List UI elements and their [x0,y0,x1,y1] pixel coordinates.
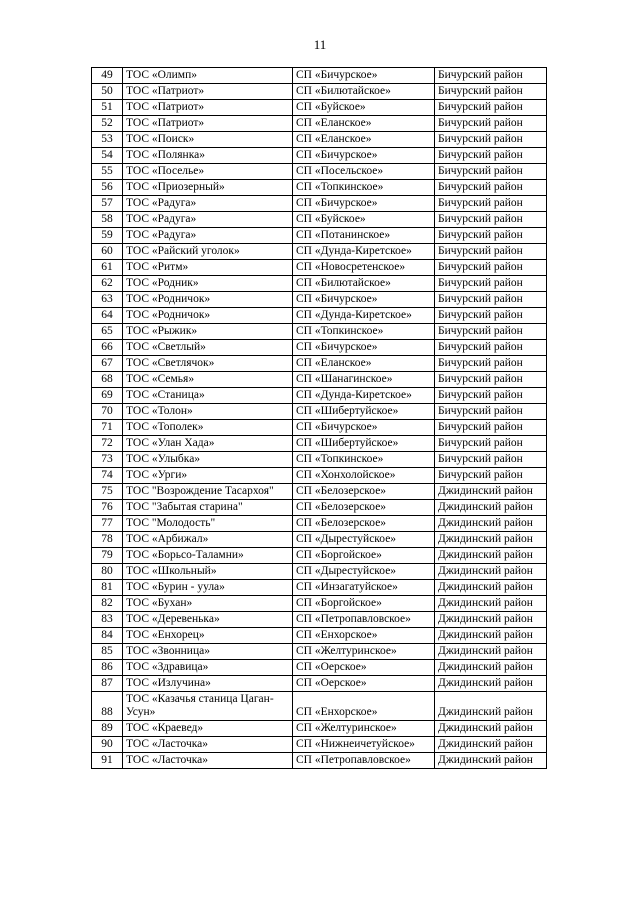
row-number: 89 [92,721,123,737]
tos-name: ТОС «Ритм» [123,260,293,276]
settlement-name: СП «Нижнеичетуйское» [293,737,435,753]
table-row [92,164,547,180]
district-name: Джидинский район [435,660,547,676]
table-row [92,420,547,436]
district-name: Бичурский район [435,468,547,484]
row-number: 78 [92,532,123,548]
row-number: 52 [92,116,123,132]
table-row [92,84,547,100]
row-number: 88 [92,692,123,721]
district-name: Джидинский район [435,676,547,692]
row-number: 58 [92,212,123,228]
settlement-name: СП «Оерское» [293,660,435,676]
district-name: Джидинский район [435,484,547,500]
settlement-name: СП «Дунда-Киретское» [293,388,435,404]
settlement-name: СП «Буйское» [293,100,435,116]
district-name: Бичурский район [435,100,547,116]
tos-name: ТОС «Радуга» [123,228,293,244]
row-number: 62 [92,276,123,292]
table-row [92,372,547,388]
district-name: Джидинский район [435,580,547,596]
table-row [92,260,547,276]
settlement-name: СП «Инзагатуйское» [293,580,435,596]
tos-name: ТОС «Патриот» [123,100,293,116]
tos-name: ТОС «Бурин - уула» [123,580,293,596]
district-name: Бичурский район [435,164,547,180]
district-name: Джидинский район [435,612,547,628]
district-name: Джидинский район [435,532,547,548]
settlement-name: СП «Потанинское» [293,228,435,244]
row-number: 83 [92,612,123,628]
tos-name: ТОС «Светлячок» [123,356,293,372]
district-name: Бичурский район [435,292,547,308]
district-name: Джидинский район [435,753,547,769]
table-row [92,532,547,548]
district-name: Бичурский район [435,436,547,452]
table-row [92,68,547,84]
district-name: Джидинский район [435,737,547,753]
district-name: Бичурский район [435,372,547,388]
table-row [92,753,547,769]
row-number: 72 [92,436,123,452]
row-number: 73 [92,452,123,468]
district-name: Бичурский район [435,420,547,436]
settlement-name: СП «Петропавловское» [293,612,435,628]
district-name: Бичурский район [435,68,547,84]
table-row [92,721,547,737]
settlement-name: СП «Буйское» [293,212,435,228]
district-name: Бичурский район [435,388,547,404]
settlement-name: СП «Шибертуйское» [293,404,435,420]
table-row [92,404,547,420]
tos-name: ТОС «Полянка» [123,148,293,164]
table-row [92,308,547,324]
district-name: Бичурский район [435,452,547,468]
tos-name: ТОС «Тополек» [123,420,293,436]
tos-name: ТОС «Райский уголок» [123,244,293,260]
district-name: Бичурский район [435,116,547,132]
row-number: 50 [92,84,123,100]
settlement-name: СП «Бичурское» [293,148,435,164]
district-name: Джидинский район [435,692,547,721]
district-name: Джидинский район [435,721,547,737]
row-number: 90 [92,737,123,753]
table-row [92,292,547,308]
settlement-name: СП «Билютайское» [293,276,435,292]
row-number: 64 [92,308,123,324]
district-name: Бичурский район [435,340,547,356]
table-row [92,644,547,660]
tos-name: ТОС «Поселье» [123,164,293,180]
district-name: Бичурский район [435,308,547,324]
row-number: 86 [92,660,123,676]
settlement-name: СП «Енхорское» [293,692,435,721]
table-row [92,468,547,484]
table-row [92,228,547,244]
settlement-name: СП «Оерское» [293,676,435,692]
settlement-name: СП «Белозерское» [293,500,435,516]
row-number: 53 [92,132,123,148]
table-row [92,500,547,516]
row-number: 59 [92,228,123,244]
row-number: 91 [92,753,123,769]
settlement-name: СП «Дырестуйское» [293,564,435,580]
table-row [92,548,547,564]
settlement-name: СП «Бичурское» [293,420,435,436]
tos-name: ТОС «Урги» [123,468,293,484]
table-row [92,580,547,596]
row-number: 49 [92,68,123,84]
tos-name: ТОС «Семья» [123,372,293,388]
settlement-name: СП «Топкинское» [293,180,435,196]
tos-name: ТОС «Улыбка» [123,452,293,468]
table-row [92,244,547,260]
settlement-name: СП «Желтуринское» [293,721,435,737]
settlement-name: СП «Дырестуйское» [293,532,435,548]
district-name: Джидинский район [435,644,547,660]
row-number: 71 [92,420,123,436]
settlement-name: СП «Желтуринское» [293,644,435,660]
settlement-name: СП «Бичурское» [293,196,435,212]
table-row [92,148,547,164]
tos-name: ТОС «Деревенька» [123,612,293,628]
row-number: 77 [92,516,123,532]
district-name: Бичурский район [435,244,547,260]
tos-name: ТОС «Приозерный» [123,180,293,196]
tos-name: ТОС «Улан Хада» [123,436,293,452]
settlement-name: СП «Еланское» [293,356,435,372]
settlement-name: СП «Петропавловское» [293,753,435,769]
district-name: Бичурский район [435,132,547,148]
tos-name: ТОС «Патриот» [123,84,293,100]
tos-name: ТОС «Ласточка» [123,753,293,769]
table-row [92,132,547,148]
row-number: 68 [92,372,123,388]
district-name: Бичурский район [435,324,547,340]
table-row [92,564,547,580]
table-row [92,324,547,340]
settlement-name: СП «Еланское» [293,116,435,132]
district-name: Бичурский район [435,180,547,196]
tos-name: ТОС «Родничок» [123,308,293,324]
tos-name: ТОС «Излучина» [123,676,293,692]
district-name: Бичурский район [435,84,547,100]
settlement-name: СП «Топкинское» [293,452,435,468]
row-number: 87 [92,676,123,692]
district-name: Джидинский район [435,548,547,564]
table-row [92,596,547,612]
settlement-name: СП «Дунда-Киретское» [293,244,435,260]
tos-name: ТОС «Поиск» [123,132,293,148]
row-number: 54 [92,148,123,164]
table-row [92,180,547,196]
tos-name: ТОС «Казачья станица Цаган-Усун» [123,692,293,721]
row-number: 60 [92,244,123,260]
tos-name: ТОС «Звонница» [123,644,293,660]
settlement-name: СП «Белозерское» [293,516,435,532]
row-number: 74 [92,468,123,484]
district-name: Джидинский район [435,628,547,644]
settlement-name: СП «Билютайское» [293,84,435,100]
row-number: 80 [92,564,123,580]
district-name: Джидинский район [435,564,547,580]
table-row [92,660,547,676]
settlement-name: СП «Боргойское» [293,596,435,612]
table-row [92,356,547,372]
table-row [92,676,547,692]
table-row [92,737,547,753]
settlement-name: СП «Новосретенское» [293,260,435,276]
tos-name: ТОС «Родничок» [123,292,293,308]
district-name: Бичурский район [435,228,547,244]
tos-name: ТОС «Здравица» [123,660,293,676]
row-number: 63 [92,292,123,308]
settlement-name: СП «Посельское» [293,164,435,180]
settlement-name: СП «Бичурское» [293,292,435,308]
tos-registry-table [91,67,547,769]
row-number: 85 [92,644,123,660]
settlement-name: СП «Хонхолойское» [293,468,435,484]
district-name: Джидинский район [435,500,547,516]
tos-name: ТОС "Возрождение Тасархоя" [123,484,293,500]
tos-name: ТОС «Родник» [123,276,293,292]
table-row [92,692,547,721]
row-number: 70 [92,404,123,420]
row-number: 67 [92,356,123,372]
row-number: 66 [92,340,123,356]
row-number: 55 [92,164,123,180]
row-number: 79 [92,548,123,564]
settlement-name: СП «Дунда-Киретское» [293,308,435,324]
tos-name: ТОС «Олимп» [123,68,293,84]
table-body [92,68,547,769]
table-row [92,516,547,532]
district-name: Бичурский район [435,356,547,372]
district-name: Джидинский район [435,596,547,612]
table-row [92,340,547,356]
table-row [92,452,547,468]
table-row [92,484,547,500]
district-name: Бичурский район [435,276,547,292]
tos-name: ТОС «Борьсо-Таламни» [123,548,293,564]
district-name: Бичурский район [435,148,547,164]
table-row [92,196,547,212]
row-number: 65 [92,324,123,340]
table-row [92,276,547,292]
district-name: Бичурский район [435,404,547,420]
tos-name: ТОС «Енхорец» [123,628,293,644]
district-name: Бичурский район [435,260,547,276]
tos-name: ТОС «Радуга» [123,196,293,212]
settlement-name: СП «Топкинское» [293,324,435,340]
row-number: 69 [92,388,123,404]
district-name: Джидинский район [435,516,547,532]
district-name: Бичурский район [435,196,547,212]
table-row [92,212,547,228]
tos-name: ТОС «Светлый» [123,340,293,356]
row-number: 61 [92,260,123,276]
tos-name: ТОС «Арбижал» [123,532,293,548]
row-number: 82 [92,596,123,612]
tos-name: ТОС «Радуга» [123,212,293,228]
tos-name: ТОС "Молодость" [123,516,293,532]
tos-name: ТОС "Забытая старина" [123,500,293,516]
table-row [92,100,547,116]
row-number: 75 [92,484,123,500]
settlement-name: СП «Шанагинское» [293,372,435,388]
page-number: 11 [313,37,327,52]
tos-name: ТОС «Ласточка» [123,737,293,753]
row-number: 51 [92,100,123,116]
settlement-name: СП «Енхорское» [293,628,435,644]
tos-name: ТОС «Бухан» [123,596,293,612]
settlement-name: СП «Еланское» [293,132,435,148]
tos-name: ТОС «Патриот» [123,116,293,132]
tos-name: ТОС «Толон» [123,404,293,420]
table-row [92,628,547,644]
tos-name: ТОС «Рыжик» [123,324,293,340]
row-number: 76 [92,500,123,516]
row-number: 56 [92,180,123,196]
tos-name: ТОС «Краевед» [123,721,293,737]
table-row [92,612,547,628]
settlement-name: СП «Белозерское» [293,484,435,500]
settlement-name: СП «Боргойское» [293,548,435,564]
row-number: 57 [92,196,123,212]
settlement-name: СП «Бичурское» [293,340,435,356]
table-row [92,116,547,132]
row-number: 81 [92,580,123,596]
table-row [92,388,547,404]
tos-name: ТОС «Школьный» [123,564,293,580]
row-number: 84 [92,628,123,644]
tos-name: ТОС «Станица» [123,388,293,404]
district-name: Бичурский район [435,212,547,228]
table-row [92,436,547,452]
settlement-name: СП «Бичурское» [293,68,435,84]
settlement-name: СП «Шибертуйское» [293,436,435,452]
